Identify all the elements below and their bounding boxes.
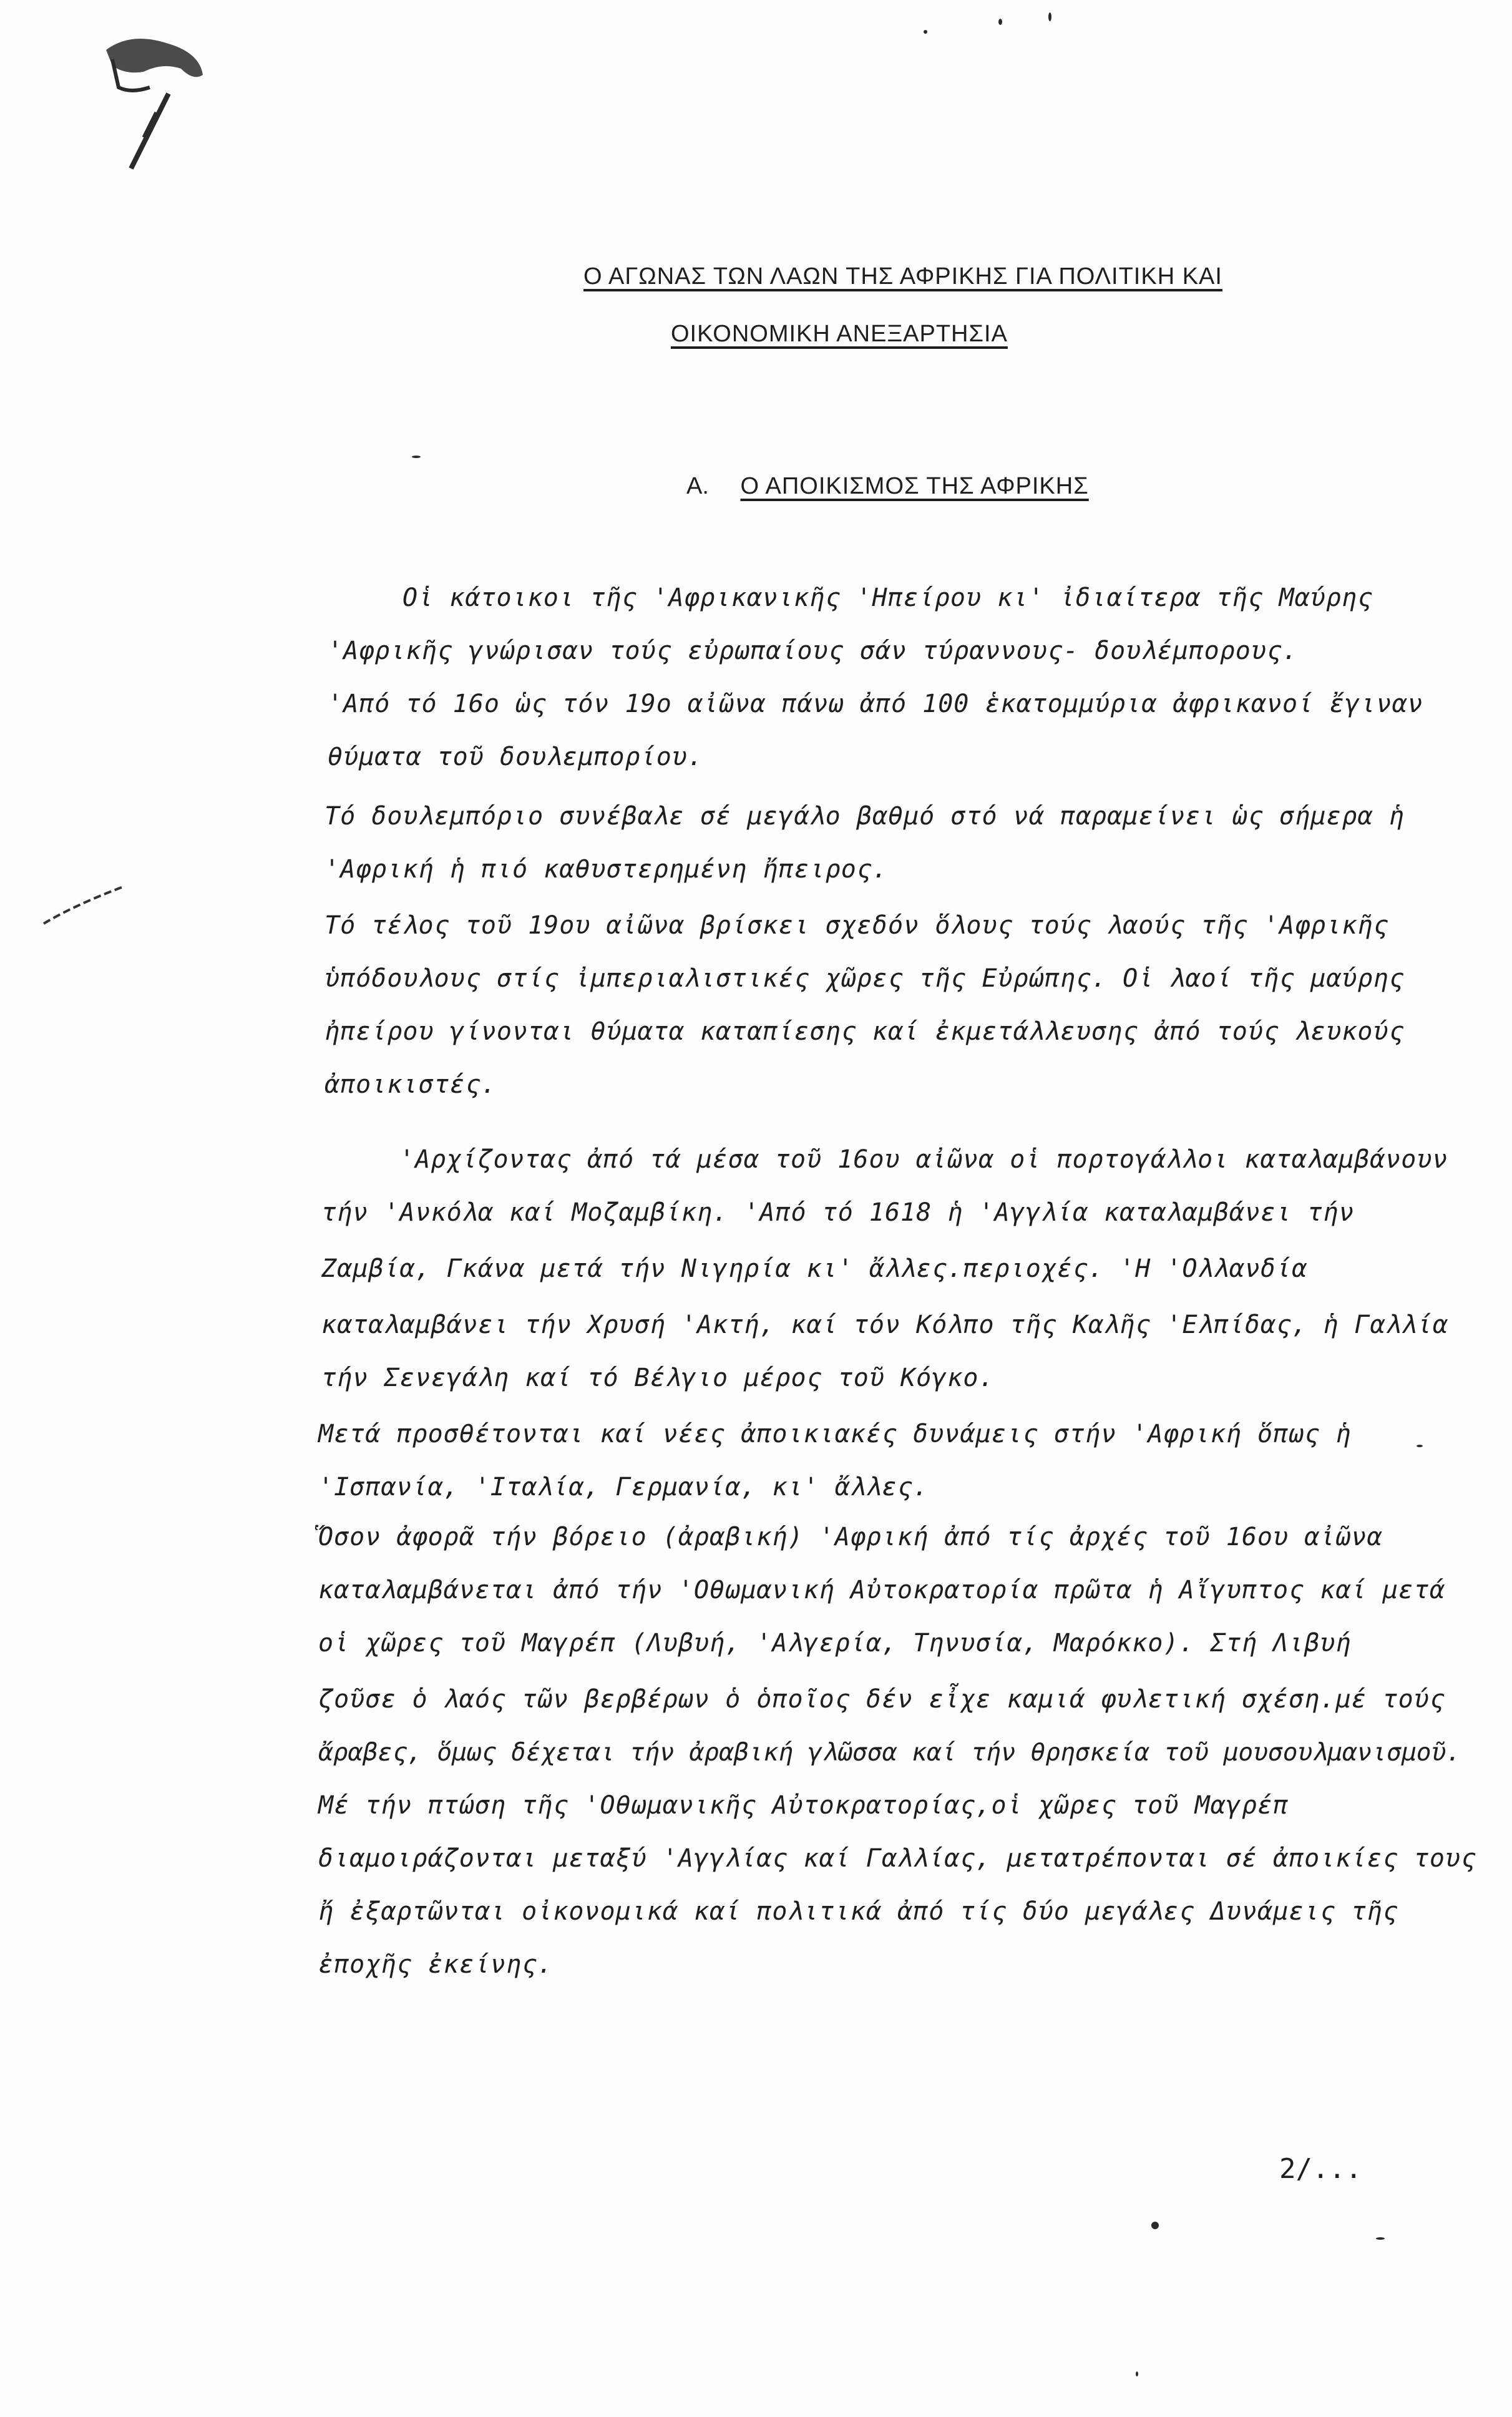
body-line: Τό δουλεμπόριο συνέβαλε σέ μεγάλο βαθμό στό νά παραμείνει ὡς σήμερα ἡ <box>324 802 1405 831</box>
body-line: ὑπόδουλους στίς ἰμπεριαλιστικές χῶρες τῆς Εὐρώπης. Οἱ λαοί τῆς μαύρης <box>324 964 1405 993</box>
speck <box>1136 2371 1138 2376</box>
body-line: οἱ χῶρες τοῦ Μαγρέπ (Λυβυή, 'Αλγερία, Τηνυσία, Μαρόκκο). Στή Λιβυή <box>318 1629 1352 1658</box>
body-line: ἄραβες, ὅμως δέχεται τήν ἀραβική γλῶσσα καί τήν θρησκεία τοῦ μουσουλμανισμοῦ. <box>318 1738 1461 1767</box>
body-line: Μετά προσθέτονται καί νέες ἀποικιακές δυνάμεις στήν 'Αφρική ὅπως ἡ <box>318 1420 1352 1448</box>
page-continuation-marker: 2/... <box>1279 2153 1362 2185</box>
body-line: 'Ισπανία, 'Ιταλία, Γερμανία, κι' ἄλλες. <box>318 1473 929 1501</box>
margin-mark-icon <box>37 880 137 930</box>
body-line: ἠπείρου γίνονται θύματα καταπίεσης καί ἐκμετάλλευσης ἀπό τούς λευκούς <box>324 1017 1405 1046</box>
body-line: ἐποχῆς ἐκείνης. <box>318 1950 554 1979</box>
body-line: Οἱ κάτοικοι τῆς 'Αφρικανικῆς 'Ηπείρου κι' ἰδιαίτερα τῆς Μαύρης <box>402 583 1373 612</box>
document-title-line-1: Ο ΑΓΩΝΑΣ ΤΩΝ ΛΑΩΝ ΤΗΣ ΑΦΡΙΚΗΣ ΓΙΑ ΠΟΛΙΤΙΚΗ ΚΑΙ <box>583 263 1222 290</box>
body-line: 'Αφρικῆς γνώρισαν τούς εὐρωπαίους σάν τύραννους- δουλέμπορους. <box>328 637 1299 665</box>
body-line: 'Από τό 16ο ὡς τόν 19ο αἰῶνα πάνω ἀπό 100 ἑκατομμύρια ἀφρικανοί ἔγιναν <box>328 690 1423 718</box>
body-line: Τό τέλος τοῦ 19ου αἰῶνα βρίσκει σχεδόν ὅλους τούς λαούς τῆς 'Αφρικῆς <box>324 911 1389 940</box>
body-line: διαμοιράζονται μεταξύ 'Αγγλίας καί Γαλλίας, μετατρέπονται σέ ἀποικίες τους <box>318 1844 1477 1873</box>
body-line: 'Αφρική ἡ πιό καθυστερημένη ἤπειρος. <box>324 855 888 884</box>
body-line: 'Αρχίζοντας ἀπό τά μέσα τοῦ 16ου αἰῶνα οἱ πορτογάλλοι καταλαμβάνουν <box>399 1145 1448 1174</box>
body-line: ζοῦσε ὁ λαός τῶν βερβέρων ὁ ὁποῖος δέν εἶχε καμιά φυλετική σχέση.μέ τούς <box>318 1685 1445 1714</box>
staple-mark-icon <box>94 25 218 187</box>
body-line: καταλαμβάνεται ἀπό τήν 'Οθωμανική Αὐτοκρατορία πρῶτα ἡ Αἴγυπτος καί μετά <box>318 1576 1445 1604</box>
speck <box>924 30 927 34</box>
document-title-line-2: ΟΙΚΟΝΟΜΙΚΗ ΑΝΕΞΑΡΤΗΣΙΑ <box>671 321 1008 347</box>
body-line: Ὅσον ἀφορᾶ τήν βόρειο (ἀραβική) 'Αφρική ἀπό τίς ἀρχές τοῦ 16ου αἰῶνα <box>318 1523 1383 1551</box>
body-line: ἀποικιστές. <box>324 1070 497 1099</box>
body-line: Ζαμβία, Γκάνα μετά τήν Νιγηρία κι' ἄλλες.περιοχές. 'Η 'Ολλανδία <box>321 1254 1308 1283</box>
speck <box>412 456 421 458</box>
speck <box>1376 2237 1385 2240</box>
speck <box>1151 2222 1159 2229</box>
section-letter: Α. <box>686 473 709 499</box>
section-title: Ο ΑΠΟΙΚΙΣΜΟΣ ΤΗΣ ΑΦΡΙΚΗΣ <box>740 473 1089 499</box>
body-line: τήν Σενεγάλη καί τό Βέλγιο μέρος τοῦ Κόγκο. <box>321 1364 995 1392</box>
speck <box>1417 1445 1423 1447</box>
body-line: καταλαμβάνει τήν Χρυσή 'Ακτή, καί τόν Κόλπο τῆς Καλῆς 'Ελπίδας, ἡ Γαλλία <box>321 1311 1448 1339</box>
section-heading <box>686 473 1089 500</box>
body-line: θύματα τοῦ δουλεμπορίου. <box>328 743 703 771</box>
body-line: Μέ τήν πτώση τῆς 'Οθωμανικῆς Αὐτοκρατορίας,οἱ χῶρες τοῦ Μαγρέπ <box>318 1791 1289 1820</box>
speck <box>1048 12 1051 21</box>
body-line: τήν 'Ανκόλα καί Μοζαμβίκη. 'Από τό 1618 ἡ 'Αγγλία καταλαμβάνει τήν <box>321 1198 1355 1227</box>
speck <box>998 19 1002 25</box>
body-line: ἤ ἐξαρτῶνται οἰκονομικά καί πολιτικά ἀπό τίς δύο μεγάλες Δυνάμεις τῆς <box>318 1897 1398 1926</box>
